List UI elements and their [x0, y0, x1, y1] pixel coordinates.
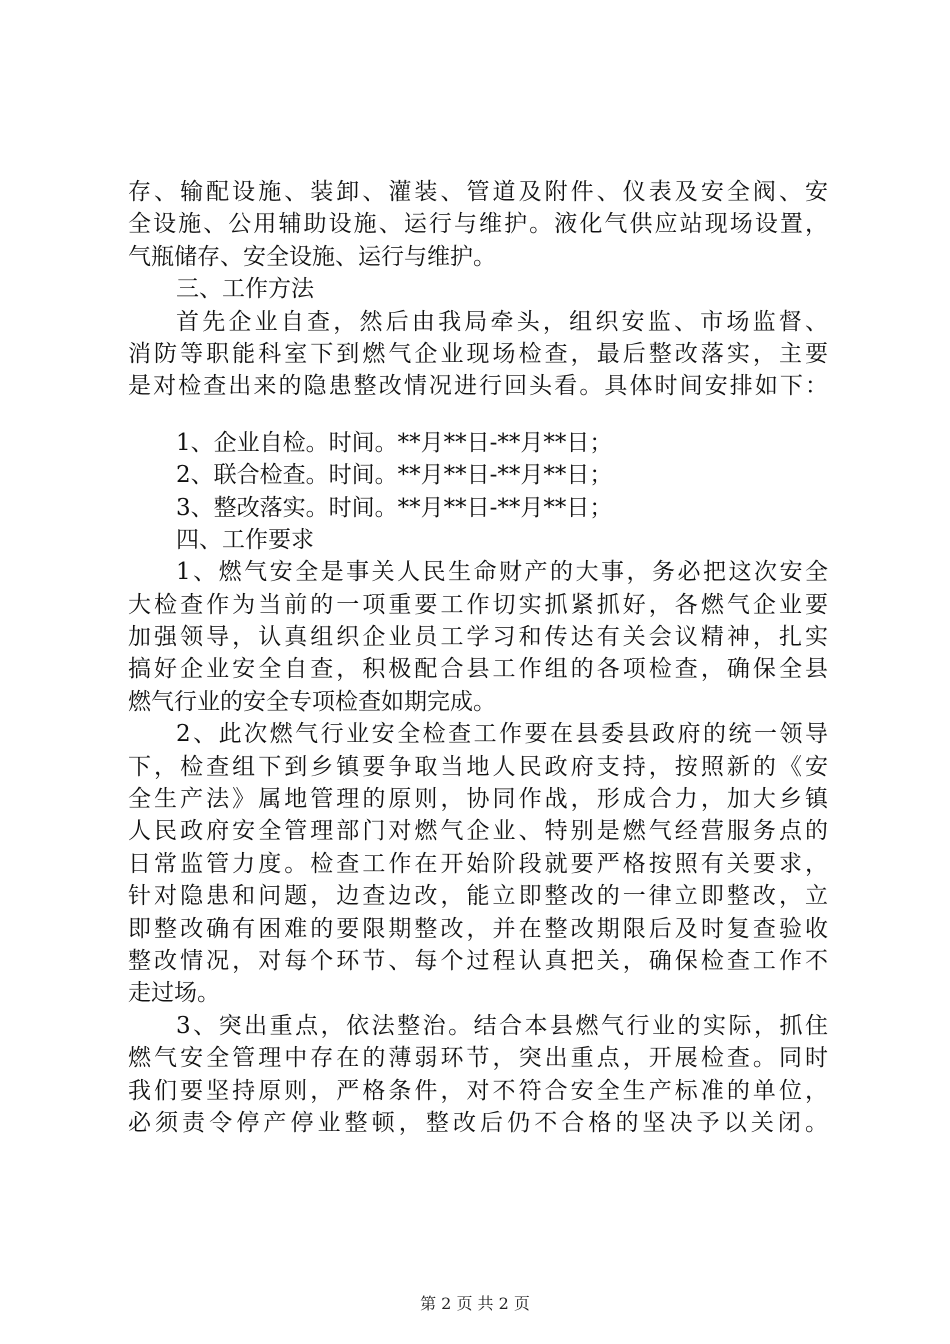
- text-line: 气瓶储存、安全设施、运行与维护。: [128, 243, 496, 270]
- text-line: 1、燃气安全是事关人民生命财产的大事，务必把这次安全: [176, 559, 828, 586]
- text-line: 3、整改落实。时间。**月**日-**月**日；: [176, 494, 613, 521]
- text-line: 3、突出重点，依法整治。结合本县燃气行业的实际，抓住: [176, 1012, 828, 1039]
- text-line: 燃气行业的安全专项检查如期完成。: [128, 688, 496, 715]
- text-line: 是对检查出来的隐患整改情况进行回头看。具体时间安排如下：: [128, 373, 828, 400]
- text-line: 即整改确有困难的要限期整改，并在整改期限后及时复查验收: [128, 915, 828, 942]
- text-line: 四、工作要求: [176, 526, 314, 553]
- text-line: 加强领导，认真组织企业员工学习和传达有关会议精神，扎实: [128, 624, 828, 651]
- text-line: 首先企业自查，然后由我局牵头，组织安监、市场监督、: [176, 308, 828, 335]
- page-footer: 第 2 页 共 2 页: [420, 1294, 530, 1313]
- text-line: 1、企业自检。时间。**月**日-**月**日；: [176, 429, 613, 456]
- text-line: 存、输配设施、装卸、灌装、管道及附件、仪表及安全阀、安: [128, 179, 828, 205]
- text-line: 大检查作为当前的一项重要工作切实抓紧抓好，各燃气企业要: [128, 591, 828, 618]
- text-line: 整改情况，对每个环节、每个过程认真把关，确保检查工作不: [128, 947, 828, 974]
- text-line: 三、工作方法: [176, 276, 314, 303]
- text-line: 全设施、公用辅助设施、运行与维护。液化气供应站现场设置，: [128, 211, 828, 238]
- text-line: 全生产法》属地管理的原则，协同作战，形成合力，加大乡镇: [128, 786, 828, 813]
- text-line: 燃气安全管理中存在的薄弱环节，突出重点，开展检查。同时: [128, 1045, 828, 1072]
- text-line: 走过场。: [128, 980, 220, 1007]
- text-line: 2、联合检查。时间。**月**日-**月**日；: [176, 462, 613, 489]
- text-line: 我们要坚持原则，严格条件，对不符合安全生产标准的单位，: [128, 1077, 828, 1104]
- text-line: 2、此次燃气行业安全检查工作要在县委县政府的统一领导: [176, 721, 828, 748]
- text-line: 下，检查组下到乡镇要争取当地人民政府支持，按照新的《安: [128, 753, 828, 780]
- text-line: 日常监管力度。检查工作在开始阶段就要严格按照有关要求，: [128, 850, 828, 877]
- text-line: 搞好企业安全自查，积极配合县工作组的各项检查，确保全县: [128, 656, 828, 683]
- paragraph-gap: [128, 403, 828, 427]
- text-line: 消防等职能科室下到燃气企业现场检查，最后整改落实，主要: [128, 340, 828, 367]
- text-line: 针对隐患和问题，边查边改，能立即整改的一律立即整改，立: [128, 883, 828, 910]
- text-line: 必须责令停产停业整顿，整改后仍不合格的坚决予以关闭。: [128, 1109, 828, 1136]
- text-line: 人民政府安全管理部门对燃气企业、特别是燃气经营服务点的: [128, 818, 828, 845]
- document-body: [128, 176, 828, 1139]
